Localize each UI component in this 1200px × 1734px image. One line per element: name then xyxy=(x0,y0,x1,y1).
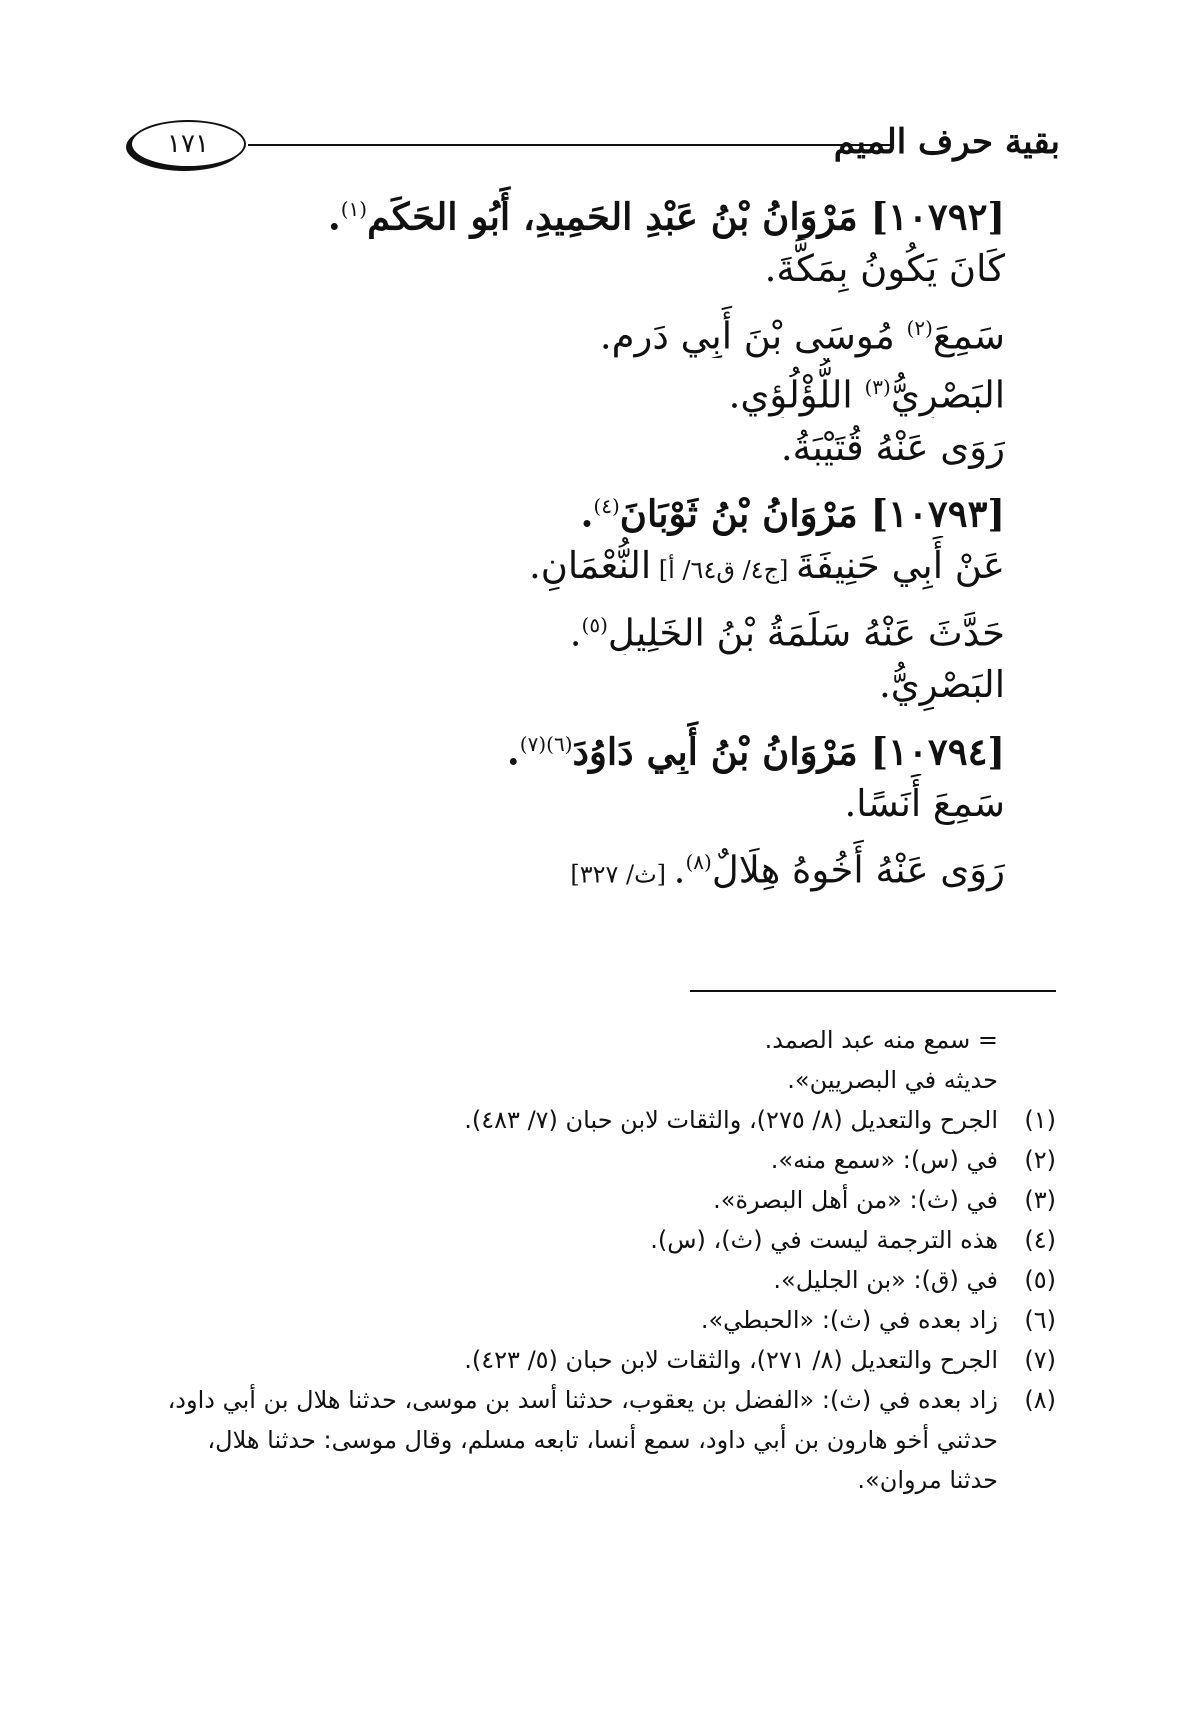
text-line xyxy=(185,774,1005,833)
text-line xyxy=(185,239,1005,298)
line-text: كَانَ يَكُونُ بِمَكَّةَ. xyxy=(764,247,1005,291)
footnote-number: (٧) xyxy=(1024,1346,1056,1374)
page-number-badge: ١٧١ xyxy=(130,120,246,168)
footnote-text: الجرح والتعديل (٨/ ٢٧١)، والثقات لابن حبان (٥/ ٤٢٣). xyxy=(464,1346,998,1374)
footnote-text: هذه الترجمة ليست في (ث)، (س). xyxy=(650,1226,998,1254)
punctuation: . xyxy=(673,848,686,892)
line-text: النُّعْمَانِ. xyxy=(529,544,652,588)
footnote-text: الجرح والتعديل (٨/ ٢٧٥)، والثقات لابن حبان (٧/ ٤٨٣). xyxy=(464,1106,998,1134)
footnote-separator xyxy=(690,990,1056,992)
entry-heading xyxy=(185,180,1005,239)
footnote xyxy=(136,1180,1056,1220)
line-text: البَصْرِيُّ. xyxy=(879,663,1005,707)
line-text: حَدَّثَ عَنْهُ سَلَمَةُ بْنُ الخَلِيلِ xyxy=(607,611,1005,655)
entry-title: [١٠٧٩٤] مَرْوَانُ بْنُ أَبِي دَاوُدَ xyxy=(572,728,1005,773)
footnote-number: (٣) xyxy=(1024,1186,1056,1214)
line-text: عَنْ أَبِي حَنِيفَةَ xyxy=(796,544,1005,588)
punctuation: . xyxy=(506,728,520,773)
footnote xyxy=(136,1100,1056,1140)
footnote-number: (٥) xyxy=(1024,1266,1056,1294)
line-text: البَصْرِيُّ xyxy=(890,373,1005,417)
punctuation: . xyxy=(327,194,341,239)
footnote-text: في (ث): «من أهل البصرة». xyxy=(713,1186,998,1214)
footnote-number: (٢) xyxy=(1024,1146,1056,1174)
line-text: سَمِعَ أَنَسًا. xyxy=(844,781,1005,825)
footnote-number: (١) xyxy=(1024,1106,1056,1134)
punctuation: . xyxy=(580,491,594,536)
text-line xyxy=(185,596,1005,655)
footnote-continuation: حدثني أخو هارون بن أبي داود، سمع أنسا، تابعه مسلم، وقال موسى: حدثنا هلال، xyxy=(207,1426,998,1454)
manuscript-folio-marker: [ج٤/ ق٦٤/ أ] xyxy=(651,556,797,585)
footnote-ref: (٣) xyxy=(864,375,891,400)
footnote xyxy=(136,1380,1056,1420)
footnote-ref: (١) xyxy=(340,197,368,221)
footnote-ref: (٥) xyxy=(581,612,608,637)
entry-title: [١٠٧٩٢] مَرْوَانُ بْنُ عَبْدِ الحَمِيدِ، أَبُو الحَكَمِ xyxy=(367,194,1005,239)
text-line xyxy=(185,655,1005,714)
manuscript-page-marker: [ث/ ٣٢٧] xyxy=(570,860,674,889)
punctuation: . xyxy=(569,611,582,655)
text-line xyxy=(185,418,1005,477)
running-title: بقية حرف الميم xyxy=(833,122,1060,162)
entry-title: [١٠٧٩٣] مَرْوَانُ بْنُ ثَوْبَانَ xyxy=(619,491,1005,536)
line-text: رَوَى عَنْهُ أَخُوهُ هِلَالٌ xyxy=(711,848,1005,892)
footnote-continuation: حديثه في البصريين». xyxy=(787,1066,998,1094)
footnote-number: (٤) xyxy=(1024,1226,1056,1254)
text-line xyxy=(185,536,1005,595)
footnote-text: زاد بعده في (ث): «الحبطي». xyxy=(700,1306,998,1334)
header-rule xyxy=(248,144,890,146)
footnote-continuation: حدثنا مروان». xyxy=(857,1466,998,1494)
main-text xyxy=(185,180,1005,893)
footnote xyxy=(136,1140,1056,1180)
footnote xyxy=(136,1220,1056,1260)
footnote-number: (٨) xyxy=(1024,1386,1056,1414)
footnote xyxy=(136,1340,1056,1380)
footnote-ref: (٢) xyxy=(906,315,933,340)
line-text: رَوَى عَنْهُ قُتَيْبَةُ. xyxy=(780,425,1005,469)
footnote-ref: (٦)(٧) xyxy=(519,731,573,756)
line-text: اللُّؤْلُؤِي. xyxy=(728,373,865,417)
entry-heading xyxy=(185,477,1005,536)
footnote xyxy=(136,1300,1056,1340)
line-text: سَمِعَ xyxy=(932,314,1005,358)
footnote-text: في (س): «سمع منه». xyxy=(770,1146,998,1174)
text-line xyxy=(185,358,1005,417)
footnote-ref: (٤) xyxy=(593,493,620,518)
line-text: مُوسَى بْنَ أَبِي دَرِمٍ. xyxy=(599,314,907,358)
text-line xyxy=(185,299,1005,358)
text-line xyxy=(185,833,1005,892)
page-header xyxy=(130,118,1060,178)
entry-heading xyxy=(185,715,1005,774)
footnote-continuation: = سمع منه عبد الصمد. xyxy=(764,1026,998,1054)
footnote xyxy=(136,1260,1056,1300)
footnote-text: في (ق): «بن الجليل». xyxy=(773,1266,998,1294)
footnote-text: زاد بعده في (ث): «الفضل بن يعقوب، حدثنا أسد بن موسى، حدثنا هلال بن أبي داود، xyxy=(167,1386,998,1414)
footnote-number: (٦) xyxy=(1024,1306,1056,1334)
footnote-ref: (٨) xyxy=(685,850,712,875)
footnotes xyxy=(136,1020,1056,1500)
